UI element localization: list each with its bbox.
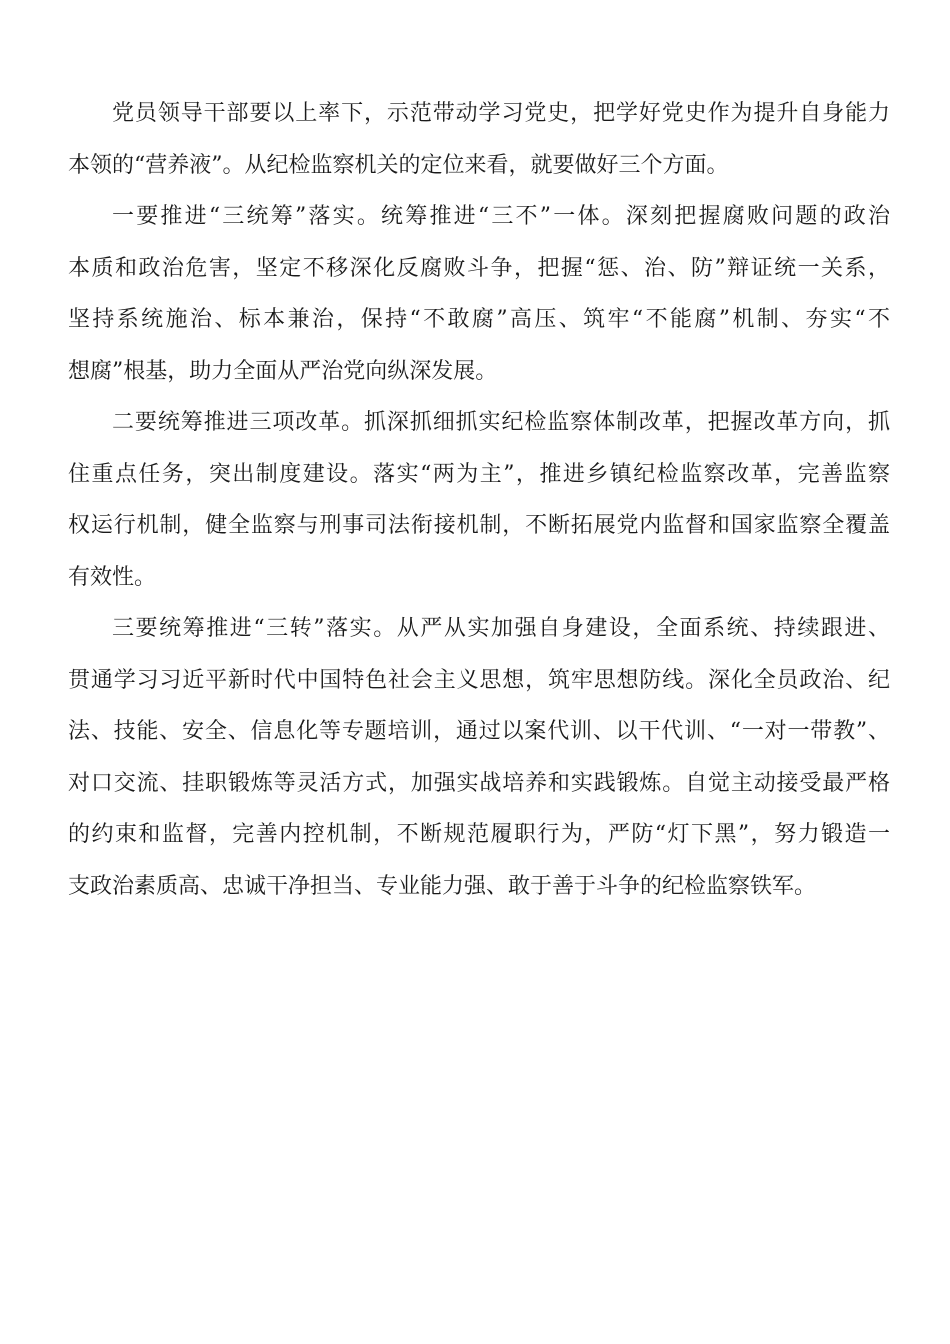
text-line: 权运行机制，健全监察与刑事司法衔接机制，不断拓展党内监督和国家监察全覆盖 [68, 513, 890, 538]
text-line: 支政治素质高、忠诚干净担当、专业能力强、敢于善于斗争的纪检监察铁军。 [68, 873, 817, 899]
text-line: 想腐”根基，助力全面从严治党向纵深发展。 [68, 358, 498, 384]
text-line: 三要统筹推进“三转”落实。从严从实加强自身建设，全面系统、持续跟进、 [112, 616, 890, 641]
text-line: 法、技能、安全、信息化等专题培训，通过以案代训、以干代训、“一对一带教”、 [68, 719, 890, 744]
text-line: 二要统筹推进三项改革。抓深抓细抓实纪检监察体制改革，把握改革方向，抓 [112, 410, 890, 435]
text-line: 住重点任务，突出制度建设。落实“两为主”，推进乡镇纪检监察改革，完善监察 [68, 461, 890, 487]
text-line: 一要推进“三统筹”落实。统筹推进“三不”一体。深刻把握腐败问题的政治 [112, 204, 890, 229]
text-line: 对口交流、挂职锻炼等灵活方式，加强实战培养和实践锻炼。自觉主动接受最严格 [68, 770, 890, 796]
text-line: 坚持系统施治、标本兼治，保持“不敢腐”高压、筑牢“不能腐”机制、夯实“不 [68, 307, 890, 332]
text-line: 的约束和监督，完善内控机制，不断规范履职行为，严防“灯下黑”，努力锻造一 [68, 822, 890, 847]
document-body [68, 88, 890, 912]
paragraph-2 [68, 191, 890, 397]
paragraph-4 [68, 603, 890, 912]
text-line: 有效性。 [68, 564, 157, 590]
paragraph-3 [68, 397, 890, 603]
paragraph-1 [68, 88, 890, 191]
text-line: 本质和政治危害，坚定不移深化反腐败斗争，把握“惩、治、防”辩证统一关系， [68, 255, 890, 281]
text-line: 本领的“营养液”。从纪检监察机关的定位来看，就要做好三个方面。 [68, 152, 729, 178]
text-line: 贯通学习习近平新时代中国特色社会主义思想，筑牢思想防线。深化全员政治、纪 [68, 667, 890, 693]
text-line: 党员领导干部要以上率下，示范带动学习党史，把学好党史作为提升自身能力 [112, 101, 890, 126]
